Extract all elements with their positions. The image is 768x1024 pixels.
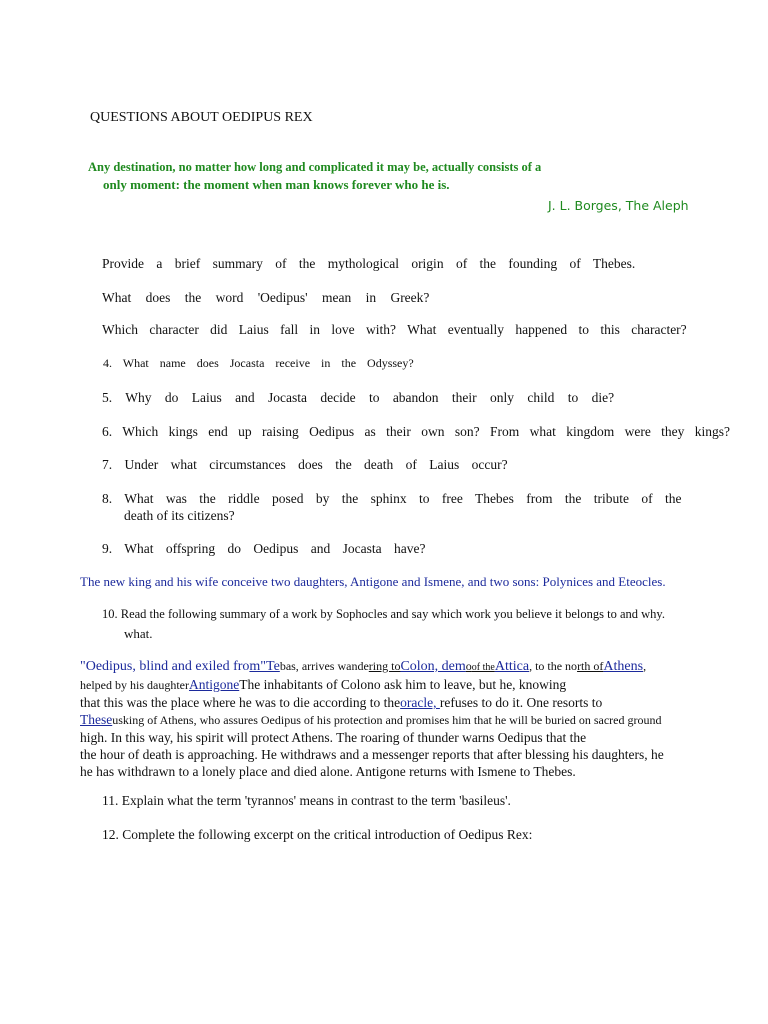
question-3: Which character did Laius fall in love with? What eventually happened to this character? bbox=[102, 322, 687, 337]
summary-text: , to the no bbox=[529, 659, 578, 673]
summary-text: us bbox=[112, 713, 123, 727]
question-7: 7. Under what circumstances does the death of Laius occur? bbox=[102, 457, 508, 472]
link-colonus[interactable]: Colon, dem bbox=[400, 659, 466, 674]
summary-quote-start: "Oedipus, blind and exiled fro bbox=[80, 659, 250, 674]
question-1: Provide a brief summary of the mythological origin of the founding of Thebes. bbox=[102, 256, 636, 271]
summary-line-3 bbox=[80, 694, 720, 711]
page-title: QUESTIONS ABOUT OEDIPUS REX bbox=[90, 110, 313, 125]
summary-text: refuses to do it. One resorts to bbox=[439, 695, 603, 710]
question-10-line-1: 10. Read the following summary of a work by Sophocles and say which work you believe it belongs to and why. bbox=[102, 607, 665, 621]
link-theseus[interactable]: These bbox=[80, 712, 113, 727]
summary-line-7: he has withdrawn to a lonely place and died alone. Antigone returns with Ismene to Thebes. bbox=[80, 764, 576, 779]
summary-line-1 bbox=[80, 657, 720, 676]
summary-text: ring to bbox=[368, 659, 401, 673]
summary-text: bas, bbox=[279, 659, 299, 673]
link-attica[interactable]: Attica bbox=[494, 659, 530, 674]
summary-line-4 bbox=[80, 711, 720, 729]
summary-text: o bbox=[465, 659, 472, 673]
epigraph-attribution: J. L. Borges, The Aleph bbox=[548, 198, 689, 213]
question-6: 6. Which kings end up raising Oedipus as their own son? From what kingdom were they kings? bbox=[102, 424, 731, 439]
work-summary bbox=[80, 657, 720, 780]
summary-text: of the bbox=[471, 662, 495, 673]
summary-text: rth of bbox=[577, 659, 604, 673]
summary-text: , bbox=[643, 659, 647, 673]
question-11: 11. Explain what the term 'tyrannos' means in contrast to the term 'basileus'. bbox=[102, 793, 511, 808]
epigraph-line-2: only moment: the moment when man knows forever who he is. bbox=[103, 177, 450, 192]
link-athens[interactable]: Athens bbox=[603, 659, 644, 674]
summary-line-5: high. In this way, his spirit will protect Athens. The roaring of thunder warns Oedipus that the bbox=[80, 730, 587, 745]
question-9: 9. What offspring do Oedipus and Jocasta have? bbox=[102, 541, 426, 556]
question-4: 4. What name does Jocasta receive in the Odyssey? bbox=[103, 356, 414, 370]
link-antigone[interactable]: Antigone bbox=[188, 677, 240, 692]
summary-text: The inhabitants of Colono ask him to leave, but he, knowing bbox=[239, 677, 567, 692]
offspring-note: The new king and his wife conceive two daughters, Antigone and Ismene, and two sons: Polynices and Eteocles. bbox=[80, 574, 666, 589]
epigraph-line-1: Any destination, no matter how long and complicated it may be, actually consists of a bbox=[88, 160, 542, 174]
summary-text: arrives wande bbox=[298, 659, 369, 673]
summary-text: that this was the place where he was to die according to the bbox=[80, 695, 401, 710]
question-8-line-2: death of its citizens? bbox=[124, 508, 235, 523]
question-12: 12. Complete the following excerpt on the critical introduction of Oedipus Rex: bbox=[102, 827, 533, 842]
summary-text: helped by his daughter bbox=[80, 678, 189, 692]
question-8-line-1: 8. What was the riddle posed by the sphinx to free Thebes from the tribute of the bbox=[102, 491, 682, 506]
link-oracle[interactable]: oracle, bbox=[400, 695, 440, 710]
link-thebes-1[interactable]: m"Te bbox=[249, 659, 280, 674]
question-5: 5. Why do Laius and Jocasta decide to abandon their only child to die? bbox=[102, 390, 615, 405]
question-10-line-2: what. bbox=[124, 626, 153, 641]
question-2: What does the word 'Oedipus' mean in Greek? bbox=[102, 290, 430, 305]
summary-line-6: the hour of death is approaching. He withdraws and a messenger reports that after blessing his daughters, he bbox=[80, 747, 664, 762]
summary-text: king of Athens, who assures Oedipus of his protection and promises him that he will be buried on sacred ground bbox=[122, 713, 662, 727]
summary-line-2 bbox=[80, 676, 720, 694]
